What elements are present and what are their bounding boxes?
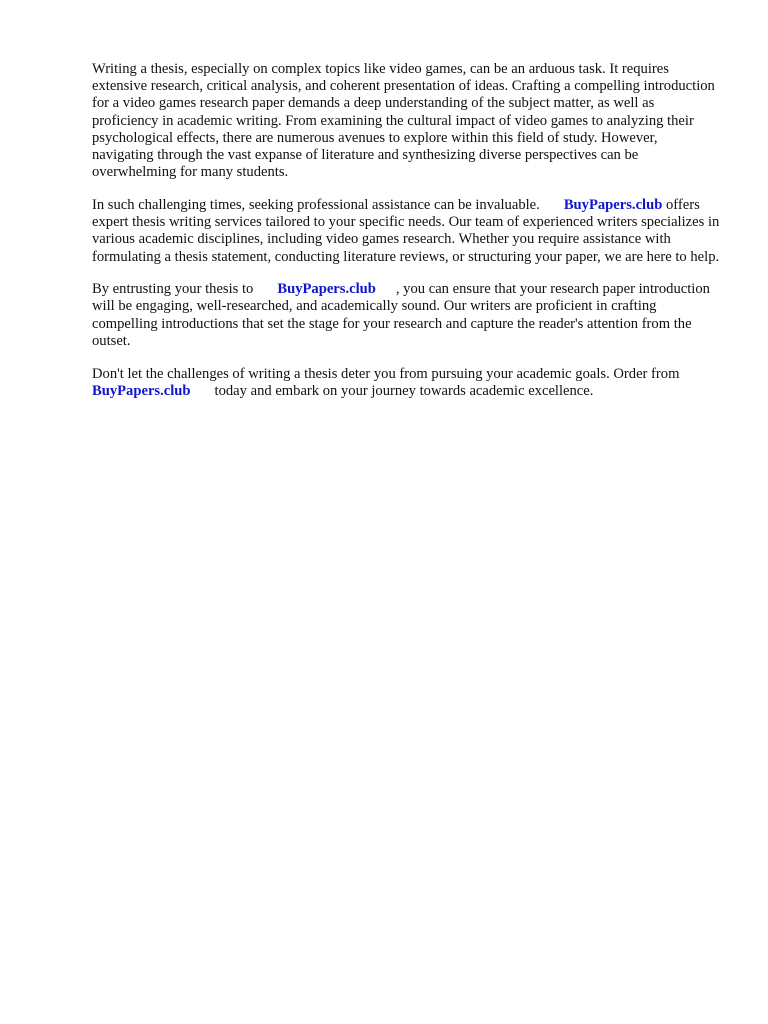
buypapers-link[interactable]: BuyPapers.club (563, 196, 663, 213)
buypapers-link[interactable]: BuyPapers.club (92, 382, 191, 399)
paragraph-entrust (92, 281, 722, 350)
paragraph-assistance-text-before: In such challenging times, seeking professional assistance can be invaluable. (92, 196, 540, 213)
paragraph-entrust-text-after: , you can ensure that your research paper introduction will be engaging, well-researched, and academically sound. Our writers are proficient in crafting compelling introductions that set the stage for your research and capture the reader's attention from the outset. (92, 281, 710, 349)
buypapers-link[interactable]: BuyPapers.club (277, 281, 376, 298)
document-page (92, 61, 722, 415)
paragraph-order-text-after: today and embark on your journey towards academic excellence. (214, 382, 594, 399)
paragraph-intro: Writing a thesis, especially on complex topics like video games, can be an arduous task. It requires extensive research, critical analysis, and coherent presentation of ideas. Crafting a compelling introduction for a video games research paper demands a deep understanding of the subject matter, as well as proficiency in academic writing. From examining the cultural impact of video games to analyzing their psychological effects, there are numerous avenues to explore within this field of study. However, navigating through the vast expanse of literature and synthesizing diverse perspectives can be overwhelming for many students. (92, 61, 715, 181)
paragraph-assistance (92, 197, 722, 266)
paragraph-entrust-text-before: By entrusting your thesis to (92, 281, 254, 298)
paragraph-order-text-before: Don't let the challenges of writing a thesis deter you from pursuing your academic goals. Order from (92, 365, 680, 382)
paragraph-assistance-text-after: offers expert thesis writing services tailored to your specific needs. Our team of experienced writers specializes in various academic disciplines, including video games research. Whether you require assistance with formulating a thesis statement, conducting literature reviews, or structuring your paper, we are here to help. (92, 196, 720, 265)
paragraph-order (92, 366, 722, 400)
